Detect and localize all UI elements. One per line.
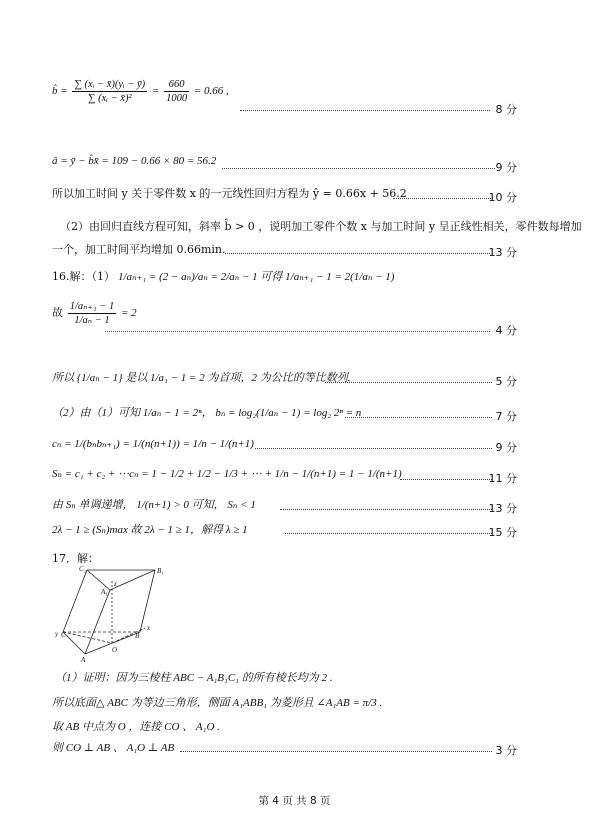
edge-a1c1 [87, 570, 110, 590]
edge-b1b [140, 570, 155, 632]
page-footer: 第 4 页 共 8 页 [258, 795, 331, 807]
prism-figure [55, 564, 165, 664]
sn-equation: Sₙ = c₁ + c₂ + ⋯cₙ = 1 − 1/2 + 1/2 − 1/3 + ⋯ + 1/n − 1/(n+1) = 1 − 1/(n+1) [52, 468, 402, 480]
edge-ca [63, 632, 85, 654]
sec16-part2: （2）由（1）可知 1/aₙ − 1 = 2ⁿ， bₙ = log₂(1/aₙ − 1) = log₂ 2ⁿ = n [52, 407, 362, 419]
label-b: B [135, 632, 140, 640]
score-11: 11 分 [488, 472, 517, 485]
leader-dots [225, 253, 490, 254]
score-13: 13 分 [488, 246, 517, 259]
regression-line: 所以加工时间 y 关于零件数 x 的一元线性回归方程为 ŷ = 0.66x + 56.2 [52, 187, 407, 200]
edge-c1c [63, 570, 87, 632]
b-hat-fraction [72, 78, 147, 105]
score-13b: 13 分 [488, 502, 517, 515]
sec17-heading: 17．解： [52, 552, 99, 565]
score-3: 3 分 [495, 744, 517, 757]
a-hat-equation: â = ȳ − b̂x̄ = 109 − 0.66 × 80 = 56.2 [52, 155, 217, 167]
x-axis [112, 628, 145, 643]
score-10: 10 分 [488, 191, 517, 204]
proof-line3: 取 AB 中点为 O ，连接 CO 、 A₁O . [52, 721, 220, 733]
leader-dots [345, 417, 492, 418]
label-b1: B₁ [157, 567, 164, 575]
ratio-result: = 2 [120, 307, 137, 320]
label-a1: A₁ [101, 588, 108, 596]
proof-line4: 则 CO ⊥ AB 、 A₁O ⊥ AB [52, 742, 175, 754]
leader-dots [255, 448, 492, 449]
label-c1: C₁ [79, 565, 87, 573]
ratio-equation [52, 300, 137, 327]
score-9: 9 分 [495, 161, 517, 174]
part2-line1: （2）由回归直线方程可知，斜率 b̂ > 0 ，说明加工零件个数 x 与加工时间 y 呈正线性相关，零件数每增加 [60, 220, 582, 233]
proof-line1: （1）证明：因为三棱柱 ABC − A₁B₁C₁ 的所有棱长均为 2 . [55, 672, 333, 684]
label-x: x [147, 624, 151, 632]
edge-a1a [85, 590, 110, 654]
sec16-eq1: 1/aₙ₊₁ = (2 − aₙ)/aₙ = 2/aₙ − 1 可得 1/aₙ₊₁ − 1 = 2(1/aₙ − 1) [118, 271, 395, 283]
b-denominator: ∑ (xᵢ − x̄)² [88, 93, 132, 104]
ratio-fraction [68, 300, 116, 327]
b-result: = 0.66 , [193, 85, 229, 98]
leader-dots [325, 382, 492, 383]
score-9b: 9 分 [495, 441, 517, 454]
geo-seq: 所以 {1/aₙ − 1} 是以 1/a₁ − 1 = 2 为首项，2 为公比的等比数列. [52, 372, 351, 384]
final-line: 2λ − 1 ≥ (Sₙ)max 故 2λ − 1 ≥ 1，解得 λ ≥ 1 [52, 524, 248, 536]
leader-dots [105, 331, 490, 332]
leader-dots [240, 110, 490, 111]
leader-dots [393, 198, 493, 199]
score-5: 5 分 [495, 375, 517, 388]
leader-dots [280, 509, 492, 510]
leader-dots [400, 479, 492, 480]
score-7: 7 分 [495, 410, 517, 423]
label-y: y [55, 630, 59, 638]
b-hat-equation: b̂ = $\frac{\text{∑ (xᵢ − x̄)(yᵢ − ȳ)}}{\text{∑ (xᵢ − x̄)²}}$ = $\frac{660}{1000}$ = 0.66 , [52, 79, 229, 104]
sec16-heading: 16.解：（1） [52, 270, 115, 283]
score-4: 4 分 [495, 324, 517, 337]
score-8: 8 分 [495, 103, 517, 116]
label-a: A [81, 656, 86, 664]
label-z: z [114, 580, 117, 588]
b-value-den: 1000 [166, 93, 188, 104]
edge-a1b1 [110, 570, 155, 590]
label-c: C [61, 631, 66, 639]
b-value-num: 660 [164, 78, 189, 92]
b-numerator: ∑ (xᵢ − x̄)(yᵢ − ȳ) [74, 79, 146, 90]
ratio-den: 1/aₙ − 1 [74, 315, 110, 326]
mono-line: 由 Sₙ 单调递增， 1/(n+1) > 0 可知， Sₙ < 1 [52, 499, 256, 511]
b-hat-label: b̂ = [52, 85, 68, 98]
leader-dots [180, 751, 492, 752]
leader-dots [285, 533, 492, 534]
part2-line2: 一个，加工时间平均增加 0.66min. [52, 243, 226, 256]
b-value-fraction [164, 78, 189, 105]
leader-dots [222, 168, 495, 169]
edge-co [63, 632, 112, 643]
proof-line2: 所以底面△ ABC 为等边三角形，侧面 A₁ABB₁ 为菱形且 ∠A₁AB = π/3 . [52, 697, 383, 709]
ratio-prefix: 故 [52, 307, 63, 320]
score-15: 15 分 [488, 526, 517, 539]
label-o: O [112, 646, 118, 654]
ratio-num: 1/aₙ₊₁ − 1 [69, 301, 115, 312]
cn-equation: cₙ = 1/(bₙbₙ₊₁) = 1/(n(n+1)) = 1/n − 1/(n+1) [52, 438, 254, 450]
